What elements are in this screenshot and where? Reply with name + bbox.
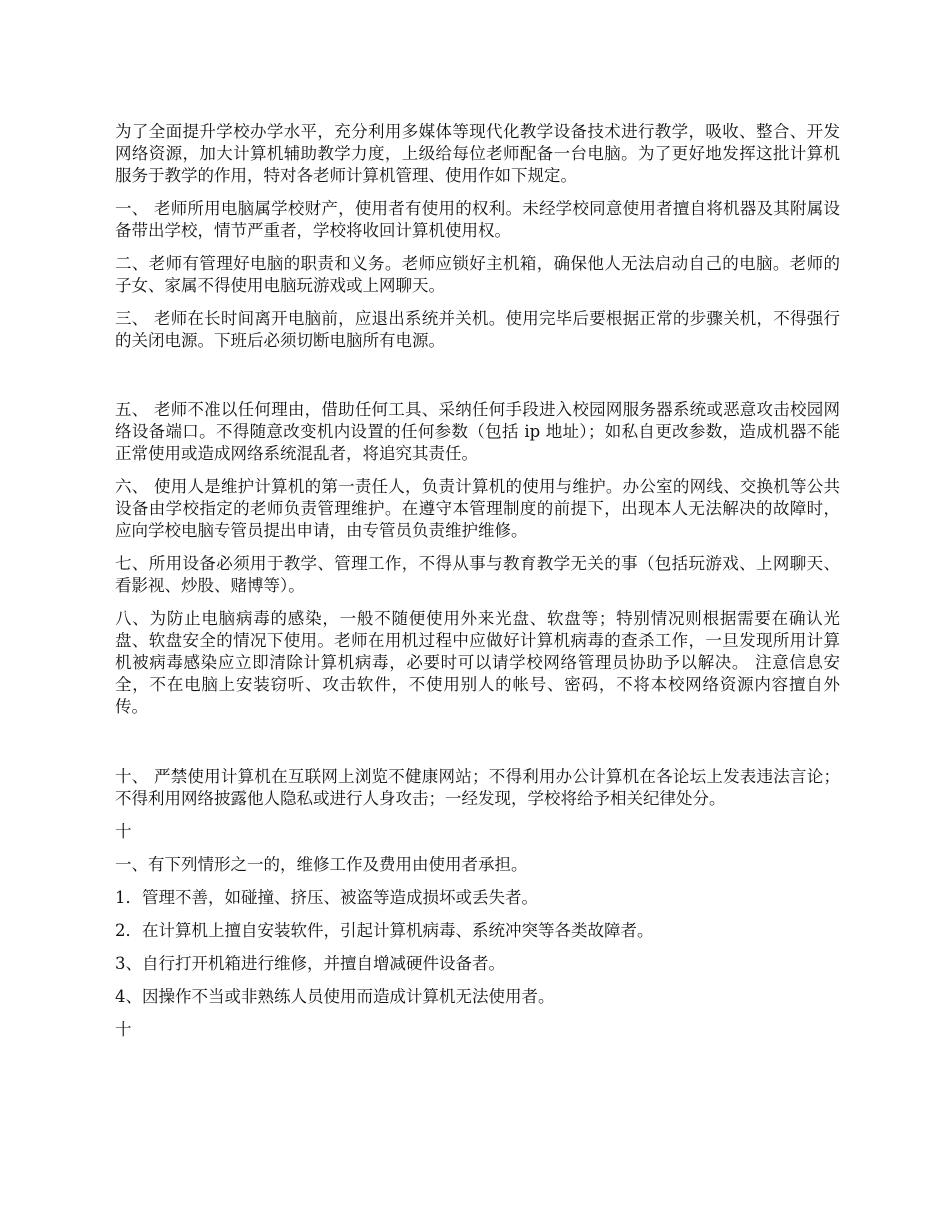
rule-1-paragraph: 一、 老师所用电脑属学校财产，使用者有使用的权利。未经学校同意使用者擅自将机器及其附属设备带出学校，情节严重者，学校将收回计算机使用权。 [115, 199, 840, 240]
section-marker: 十 [115, 1020, 132, 1039]
list-item: 4、因操作不当或非熟练人员使用而造成计算机无法使用者。 [115, 987, 555, 1006]
intro-paragraph: 为了全面提升学校办学水平，充分利用多媒体等现代化教学设备技术进行教学，吸收、整合、开发网络资源，加大计算机辅助教学力度，上级给每位老师配备一台电脑。为了更好地发挥这批计算机服务于教学的作用，特对各老师计算机管理、使用作如下规定。 [115, 122, 840, 185]
section-gap [115, 729, 840, 766]
rule-6-paragraph: 六、 使用人是维护计算机的第一责任人，负责计算机的使用与维护。办公室的网线、交换机等公共设备由学校指定的老师负责管理维护。在遵守本管理制度的前提下，出现本人无法解决的故障时，应向学校电脑专管员提出申请，由专管员负责维护维修。 [115, 477, 840, 540]
document-body [115, 121, 840, 1052]
section-gap [115, 363, 840, 399]
rule-8-paragraph: 八、为防止电脑病毒的感染，一般不随便使用外来光盘、软盘等；特别情况则根据需要在确认光盘、软盘安全的情况下使用。老师在用机过程中应做好计算机病毒的查杀工作，一旦发现所用计算机被病毒感染应立即清除计算机病毒，必要时可以请学校网络管理员协助予以解决。 注意信息安全，不在电脑上安装窃听、攻击软件，不使用别人的帐号、密码，不将本校网络资源内容擅自外传。 [115, 609, 840, 716]
rule-5-paragraph: 五、 老师不准以任何理由，借助任何工具、采纳任何手段进入校园网服务器系统或恶意攻击校园网络设备端口。不得随意改变机内设置的任何参数（包括 ip 地址）；如私自更改参数，造成机器不能正常使用或造成网络系统混乱者，将追究其责任。 [115, 400, 840, 463]
rule-7-paragraph: 七、所用设备必须用于教学、管理工作，不得从事与教育教学无关的事（包括玩游戏、上网聊天、看影视、炒股、赌博等）。 [115, 554, 840, 595]
list-item: 1．管理不善，如碰撞、挤压、被盗等造成损坏或丢失者。 [115, 888, 538, 907]
rule-3-paragraph: 三、 老师在长时间离开电脑前，应退出系统并关机。使用完毕后要根据正常的步骤关机，不得强行的关闭电源。下班后必须切断电脑所有电源。 [115, 309, 840, 350]
list-item: 2．在计算机上擅自安装软件，引起计算机病毒、系统冲突等各类故障者。 [115, 921, 654, 940]
list-item: 3、自行打开机箱进行维修，并擅自增减硬件设备者。 [115, 954, 505, 973]
rule-2-paragraph: 二、老师有管理好电脑的职责和义务。老师应锁好主机箱，确保他人无法启动自己的电脑。老师的子女、家属不得使用电脑玩游戏或上网聊天。 [115, 254, 840, 295]
section-marker: 十 [115, 822, 132, 841]
rule-11-paragraph: 一、有下列情形之一的，维修工作及费用由使用者承担。 [115, 855, 528, 874]
rule-10-paragraph: 十、 严禁使用计算机在互联网上浏览不健康网站；不得利用办公计算机在各论坛上发表违法言论；不得利用网络披露他人隐私或进行人身攻击；一经发现，学校将给予相关纪律处分。 [115, 767, 840, 808]
